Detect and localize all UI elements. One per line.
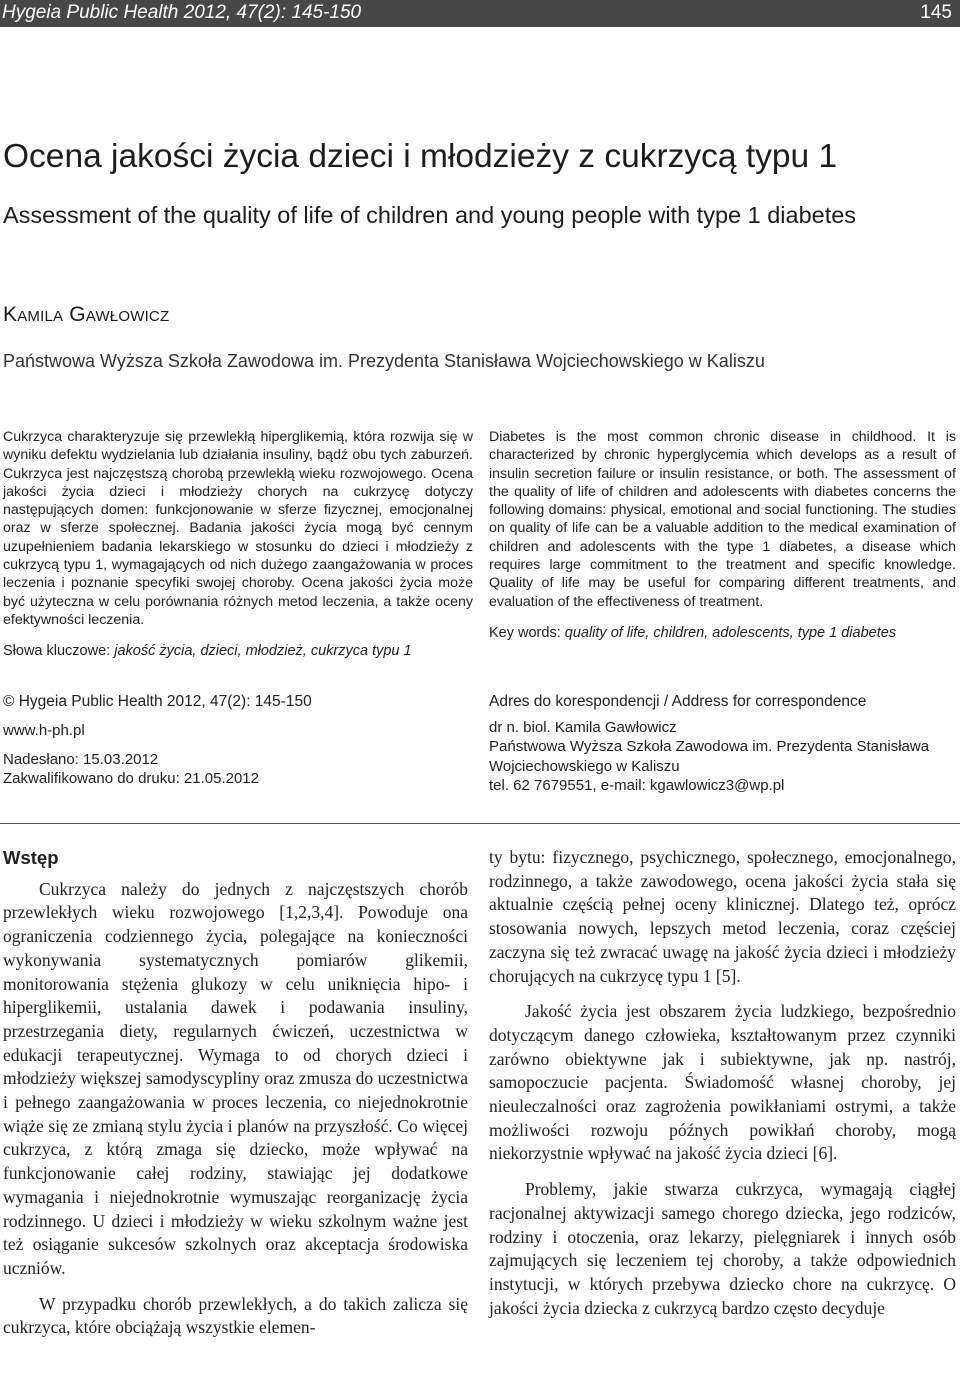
abstract-english (489, 428, 956, 611)
keywords-english-label: Key words: (489, 625, 561, 641)
section-divider (0, 823, 960, 824)
accepted-date: Zakwalifikowano do druku: 21.05.2012 (3, 770, 259, 787)
keywords-polish-label: Słowa kluczowe: (3, 643, 111, 659)
body-column-right (489, 846, 956, 1320)
correspondence-contact: tel. 62 7679551, e-mail: kgawlowicz3@wp.pl (489, 777, 785, 794)
publication-meta (3, 692, 473, 788)
website-link[interactable]: www.h-ph.pl (3, 722, 85, 739)
correspondence-institution: Państwowa Wyższa Szkoła Zawodowa im. Prezydenta Stanisława Wojciechowskiego w Kaliszu (489, 738, 930, 775)
running-header (0, 0, 960, 27)
article-title-polish: Ocena jakości życia dzieci i młodzieży z cukrzycą typu 1 (3, 138, 838, 175)
copyright-citation: © Hygeia Public Health 2012, 47(2): 145-150 (3, 693, 312, 710)
keywords-polish-value: jakość życia, dzieci, młodzież, cukrzyca typu 1 (114, 643, 412, 659)
body-paragraph: Jakość życia jest obszarem życia ludzkiego, bezpośrednio dotyczącym danego człowieka, kształtowanym przez czynniki zarówno obiektywne jak i subiektywne, jak np. nastrój, samopoczucie pacjenta. Świadomość własnej choroby, jej nieuleczalności oraz zagrożenia powikłaniami ostrymi, a także możliwości rozwoju późnych powikłań choroby, mogą niekorzystnie wpływać na jakość życia dzieci [6]. (489, 1001, 956, 1164)
correspondence-title: Adres do korespondencji / Address for correspondence (489, 693, 867, 710)
abstract-polish (3, 428, 473, 629)
abstract-english-text: Diabetes is the most common chronic disease in childhood. It is characterized by chronic hyperglycemia which develops as a result of insulin secretion failure or insulin resistance, or both. The assessment of the quality of life of children and adolescents with diabetes concerns the following domains: physical, emotional and social functioning. The studies on quality of life can be a valuable addition to the medical examination of children and adolescents with the type 1 diabetes, a disease which requires large commitment to the treatment and specific knowledge. Quality of life may be useful for comparing different treatments, and evaluation of the effectiveness of treatment. (489, 429, 956, 610)
author-name: Kamila Gawłowicz (3, 303, 170, 326)
keywords-polish (3, 643, 473, 659)
page-number: 145 (920, 2, 952, 23)
body-column-left (3, 846, 468, 1340)
correspondence-name: dr n. biol. Kamila Gawłowicz (489, 718, 677, 736)
keywords-english (489, 625, 956, 641)
body-paragraph: ty bytu: fizycznego, psychicznego, społecznego, emocjonalnego, rodzinnego, a także zawodowego, ocena jakości życia stała się aktualnie częścią pełnej oceny klinicznej. Dlatego też, oprócz stosowania nowych, lepszych metod leczenia, coraz częściej zaczyna się też zwracać uwagę na jakość życia dzieci i młodzieży chorujących na cukrzycę typu 1 [5]. (489, 847, 956, 986)
correspondence-block (489, 692, 956, 796)
keywords-english-value: quality of life, children, adolescents, type 1 diabetes (564, 625, 897, 641)
body-paragraph: Cukrzyca należy do jednych z najczęstszych chorób przewlekłych wieku rozwojowego [1,2,3,4]. Powoduje ona ograniczenia codziennego życia, polegające na konieczności wykonywania systematycznych pomiarów glikemii, monitorowania stężenia glukozy w celu uniknięcia hipo- i hiperglikemii, ustalania dawek i podawania insuliny, przestrzegania diety, regularnych ćwiczeń, uczestnictwa w edukacji terapeutycznej. Wymaga to od chorych dzieci i młodzieży większej samodyscypliny oraz zmusza do uczestnictwa i pełnego zaangażowania w proces leczenia, co niejednokrotnie wiąże się ze zmianą stylu życia i planów na przyszłość. Co więcej cukrzyca, z którą zmaga się dziecko, może wpływać na funkcjonowanie całej rodziny, stawiając jej dodatkowe wymagania i niejednokrotnie wymuszając reorganizację życia rodzinnego. U dzieci i młodzieży w wieku szkolnym ważne jest też osiąganie sukcesów szkolnych oraz akceptacja środowiska uczniów. (3, 878, 468, 1278)
journal-citation: Hygeia Public Health 2012, 47(2): 145-150 (2, 2, 362, 23)
body-paragraph: W przypadku chorób przewlekłych, a do takich zalicza się cukrzyca, które obciążają wszystkie elemen- (3, 1293, 468, 1338)
submitted-date: Nadesłano: 15.03.2012 (3, 751, 159, 768)
article-title-english: Assessment of the quality of life of children and young people with type 1 diabetes (3, 202, 857, 228)
section-heading: Wstęp (3, 847, 59, 868)
abstract-polish-text: Cukrzyca charakteryzuje się przewlekłą hiperglikemią, która rozwija się w wyniku defektu wydzielania lub działania insuliny, bądź obu tych zaburzeń. Cukrzyca jest najczęstszą chorobą przewlekłą wieku rozwojowego. Ocena jakości życia dzieci i młodzieży chorych na cukrzycę dotyczy następujących domen: funkcjonowanie w sferze fizycznej, emocjonalnej oraz w sferze społecznej. Badania jakości życia mogą być cennym uzupełnieniem badania lekarskiego w stosunku do dzieci i młodzieży z cukrzycą typu 1, wymagających od nich dużego zaangażowania w proces leczenia i poznanie specyfiki swojej choroby. Ocena jakości życia może być użyteczna w celu porównania różnych metod leczenia, a także oceny efektywności leczenia. (3, 429, 473, 628)
author-affiliation: Państwowa Wyższa Szkoła Zawodowa im. Prezydenta Stanisława Wojciechowskiego w Kaliszu (3, 351, 765, 371)
body-paragraph: Problemy, jakie stwarza cukrzyca, wymagają ciągłej racjonalnej aktywizacji samego chorego dziecka, jego rodziców, rodziny i otoczenia, oraz lekarzy, pielęgniarek i innych osób zajmujących się leczeniem tej choroby, a także odpowiednich instytucji, w których przebywa dziecko chore na cukrzycę. O jakości życia dziecka z cukrzycą bardzo często decyduje (489, 1179, 956, 1318)
